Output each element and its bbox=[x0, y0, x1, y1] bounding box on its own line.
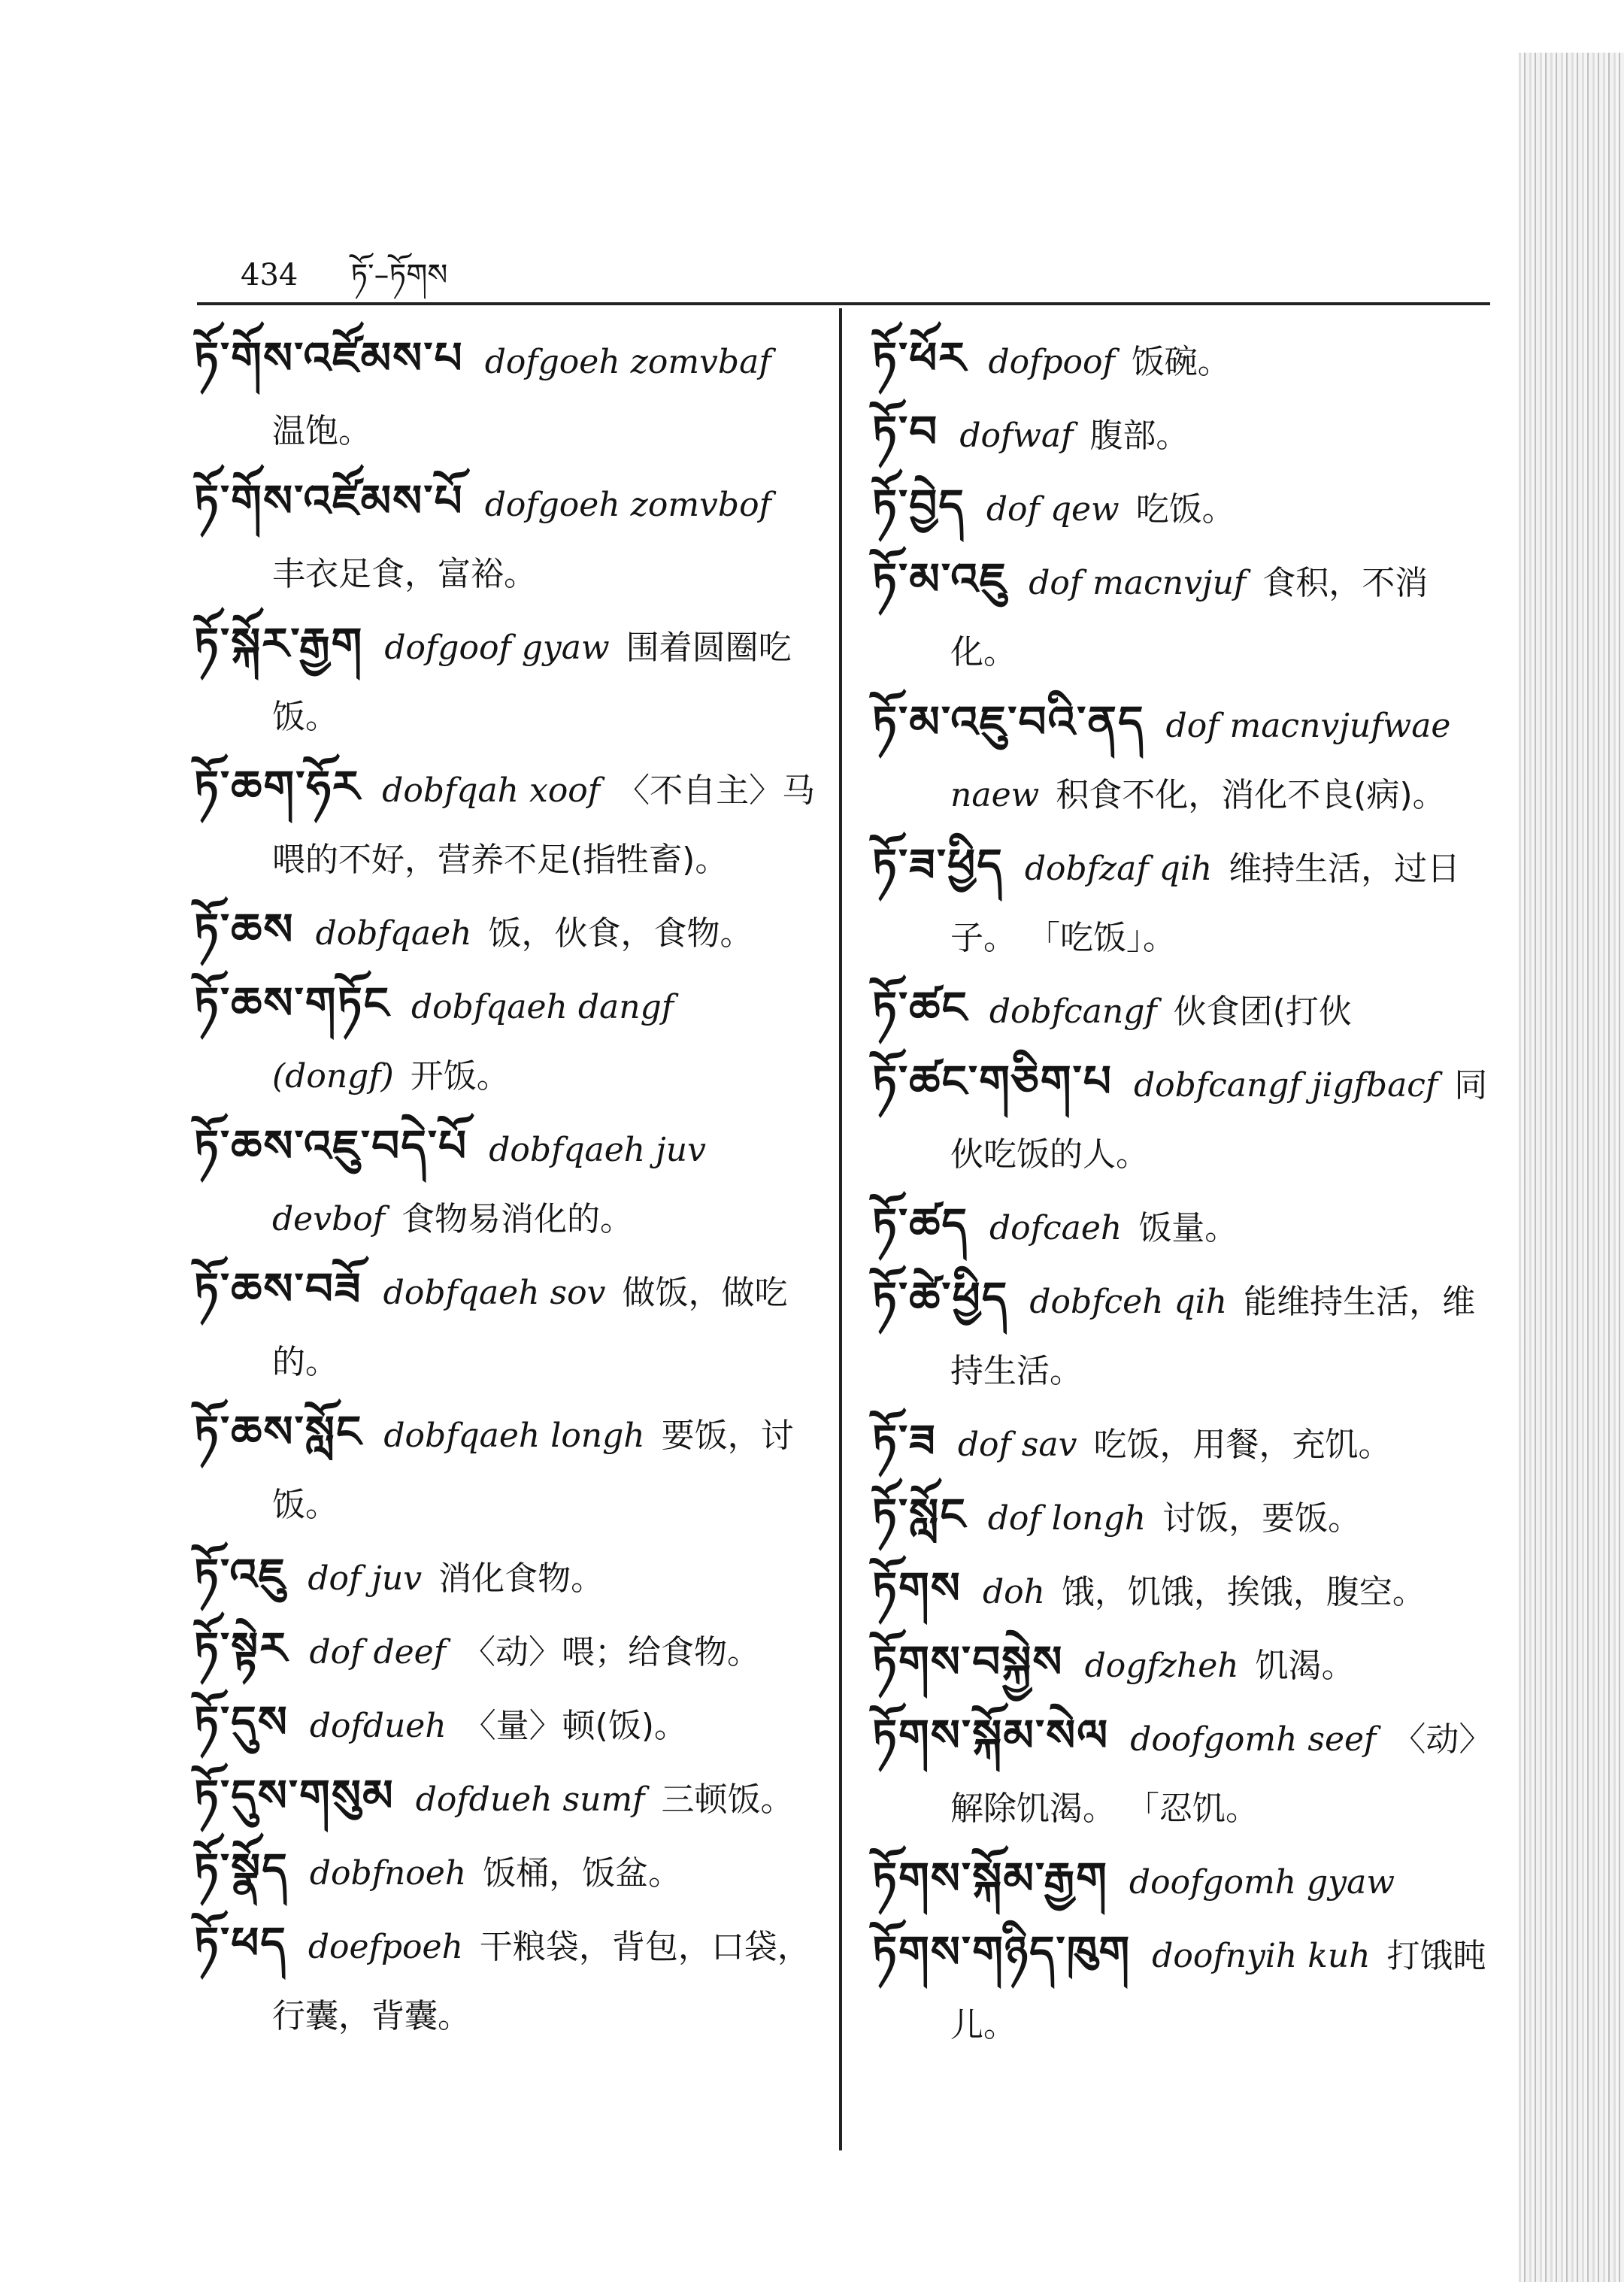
entry-headword: ཏོ་དུས bbox=[194, 1696, 289, 1747]
entry-romanization: dobfqaeh longh bbox=[383, 1417, 645, 1455]
entry-romanization: dobfzaf qih bbox=[1024, 850, 1213, 888]
entry-definition: 干粮袋，背包，口袋，行囊，背囊。 bbox=[272, 1928, 810, 2035]
entry-headword: ཏོ་སྟེར bbox=[194, 1623, 289, 1674]
entry-headword: ཏོགས་སྐོམ་སེལ bbox=[872, 1710, 1110, 1761]
entry-headword: ཏོ་འཇུ bbox=[194, 1549, 287, 1600]
entry-romanization: dogfzheh bbox=[1084, 1647, 1239, 1685]
entry-headword: ཏོ་བ bbox=[872, 406, 939, 457]
dictionary-entry bbox=[194, 1397, 818, 1540]
dictionary-entry bbox=[194, 1540, 818, 1614]
entry-headword: ཏོ་བྱེད bbox=[872, 480, 965, 531]
entry-romanization: dobfceh qih bbox=[1029, 1283, 1228, 1321]
entry-definition: 腹部。 bbox=[1089, 417, 1189, 455]
entry-definition: 积食不化，消化不良(病)。 bbox=[1056, 776, 1446, 814]
entry-headword: ཏོ་སྐོར་རྒྱག bbox=[194, 618, 364, 669]
entry-headword: ཏོ་ཚད bbox=[872, 1199, 969, 1250]
dictionary-entry bbox=[872, 687, 1489, 830]
entry-headword: ཏོ་ཆས་འཇུ་བདེ་པོ bbox=[194, 1120, 468, 1171]
dictionary-entry bbox=[194, 1835, 818, 1908]
entry-romanization: doefpoeh bbox=[308, 1928, 463, 1966]
entry-definition: 〈量〉顿(饭)。 bbox=[462, 1707, 688, 1745]
entry-definition: 温饱。 bbox=[272, 412, 371, 450]
entry-headword: ཏོགས bbox=[872, 1562, 962, 1614]
scan-edge bbox=[1519, 53, 1624, 2282]
dictionary-entry bbox=[872, 1627, 1489, 1701]
entry-headword: ཏོ་ཆས་གཏོང bbox=[194, 977, 390, 1029]
entry-headword: ཏོགས་གཉིད་ཁུག bbox=[872, 1926, 1132, 1977]
entry-romanization: dof juv bbox=[308, 1559, 423, 1598]
entry-definition: 丰衣足食，富裕。 bbox=[272, 555, 537, 593]
entry-romanization: dofdueh bbox=[309, 1707, 447, 1745]
header-rule bbox=[197, 302, 1490, 305]
entry-definition: 饭碗。 bbox=[1131, 343, 1231, 381]
entry-definition: 开饭。 bbox=[410, 1057, 510, 1096]
entry-definition: 消化食物。 bbox=[438, 1559, 604, 1598]
entry-headword: ཏོ་སྣོད bbox=[194, 1844, 289, 1895]
entry-definition: 讨饭，要饭。 bbox=[1162, 1499, 1362, 1538]
entry-headword: ཏོ་སློང bbox=[872, 1489, 967, 1540]
left-column bbox=[194, 323, 818, 2051]
entry-headword: ཏོ་ཟ bbox=[872, 1415, 937, 1466]
dictionary-entry bbox=[872, 1480, 1489, 1553]
page-number: 434 bbox=[241, 258, 298, 292]
entry-romanization: dof deef bbox=[309, 1633, 446, 1671]
entry-headword: ཏོ་གོས་འཛོམས་པ bbox=[194, 332, 464, 383]
entry-headword: ཏོ་གོས་འཛོམས་པོ bbox=[194, 475, 464, 526]
dictionary-entry bbox=[194, 752, 818, 895]
dictionary-entry bbox=[872, 397, 1489, 471]
dictionary-entry bbox=[872, 1189, 1489, 1263]
entry-headword: ཏོགས་བསྐྱེས bbox=[872, 1636, 1064, 1687]
dictionary-entry bbox=[194, 466, 818, 609]
entry-definition: 围着圆圈吃饭。 bbox=[272, 629, 792, 736]
entry-romanization: dofcaeh bbox=[989, 1209, 1123, 1247]
dictionary-entry bbox=[872, 1263, 1489, 1406]
entry-headword: ཏོ་མ་འཇུ་བའི་ནད bbox=[872, 696, 1145, 747]
entry-romanization: doofnyih kuh bbox=[1152, 1937, 1371, 1975]
entry-definition: 饥渴。 bbox=[1255, 1647, 1355, 1685]
entry-romanization: dofgoof gyaw bbox=[384, 629, 610, 667]
entry-romanization: dobfqah xoof bbox=[382, 771, 601, 810]
entry-headword: ཏོ་ཚེ་ཕྱིད bbox=[872, 1272, 1009, 1323]
dictionary-entry bbox=[872, 1917, 1489, 2060]
entry-romanization: dof sav bbox=[957, 1426, 1077, 1464]
entry-definition: 吃饭，用餐，充饥。 bbox=[1093, 1426, 1392, 1464]
entry-romanization: doofgomh seef bbox=[1130, 1720, 1377, 1759]
dictionary-entry bbox=[194, 1687, 818, 1761]
entry-headword: ཏོ་ཆས་སློང bbox=[194, 1406, 363, 1457]
dictionary-entry bbox=[194, 1614, 818, 1687]
entry-headword: ཏོ་ཚང་གཅིག་པ bbox=[872, 1056, 1113, 1107]
dictionary-entry bbox=[872, 1553, 1489, 1627]
entry-definition: 食物易消化的。 bbox=[401, 1200, 634, 1238]
entry-headword: ཏོ་ཆས bbox=[194, 904, 295, 955]
dictionary-entry bbox=[872, 1406, 1489, 1480]
entry-headword: ཏོ་ཚང bbox=[872, 982, 968, 1033]
entry-headword: ཏོ་ཕོར bbox=[872, 332, 968, 383]
dictionary-entry bbox=[194, 968, 818, 1111]
dictionary-entry bbox=[872, 1047, 1489, 1189]
entry-definition: 〈动〉解除饥渴。 「忍饥。 bbox=[950, 1720, 1476, 1828]
entry-definition: 打饿盹儿。 bbox=[950, 1937, 1486, 2044]
entry-definition: 饭桶，饭盆。 bbox=[483, 1854, 682, 1893]
running-head: ཏོ་–ཏོགས bbox=[350, 258, 448, 292]
entry-definition: 〈动〉喂；给食物。 bbox=[462, 1633, 760, 1671]
right-column bbox=[872, 323, 1489, 2060]
entry-romanization: dobfqaeh bbox=[315, 914, 472, 953]
dictionary-entry bbox=[872, 973, 1489, 1047]
entry-definition: 饭量。 bbox=[1138, 1209, 1238, 1247]
entry-romanization: dofgoeh zomvbof bbox=[484, 486, 771, 524]
entry-romanization: dobfqaeh sov bbox=[383, 1274, 606, 1312]
dictionary-entry bbox=[872, 1701, 1489, 1844]
entry-headword: ཏོགས་སྐོམ་རྒྱག bbox=[872, 1853, 1108, 1904]
dictionary-entry bbox=[194, 1254, 818, 1397]
entry-definition: 伙食团(打伙 bbox=[1173, 993, 1352, 1031]
dictionary-entry bbox=[194, 609, 818, 752]
entry-romanization: dof macnvjuf bbox=[1029, 564, 1247, 602]
entry-romanization: dobfcangf bbox=[989, 993, 1157, 1031]
entry-definition: 三顿饭。 bbox=[661, 1780, 794, 1819]
entry-definition: 饭，伙食，食物。 bbox=[488, 914, 753, 953]
entry-romanization: dobfqaeh juv devbof bbox=[272, 1131, 706, 1238]
entry-romanization: dof qew bbox=[986, 490, 1120, 529]
dictionary-entry bbox=[872, 544, 1489, 687]
entry-headword: ཏོ་ཕད bbox=[194, 1917, 287, 1968]
entry-romanization: doofgomh gyaw bbox=[1129, 1863, 1395, 1902]
entry-headword: ཏོ་ཟ་ཕྱིད bbox=[872, 839, 1004, 890]
dictionary-entry bbox=[872, 1844, 1489, 1917]
entry-headword: ཏོ་མ་འཇུ bbox=[872, 553, 1008, 605]
entry-headword: ཏོ་ཆག་ཧོར bbox=[194, 761, 362, 812]
dictionary-entry bbox=[872, 323, 1489, 397]
entry-definition: 同伙吃饭的人。 bbox=[950, 1066, 1488, 1174]
dictionary-entry bbox=[872, 471, 1489, 544]
dictionary-entry bbox=[872, 830, 1489, 973]
entry-headword: ཏོ་དུས་གསུམ bbox=[194, 1770, 395, 1821]
entry-romanization: dof longh bbox=[987, 1499, 1147, 1538]
entry-romanization: dofpoof bbox=[988, 343, 1115, 381]
dictionary-entry bbox=[194, 1908, 818, 2051]
entry-definition: 食积，不消化。 bbox=[950, 564, 1429, 671]
entry-definition: 吃饭。 bbox=[1135, 490, 1235, 529]
entry-headword: ཏོ་ཆས་བཟོ bbox=[194, 1263, 362, 1314]
entry-definition: 能维持生活，维持生活。 bbox=[950, 1283, 1476, 1390]
entry-definition: 做饭，做吃的。 bbox=[272, 1274, 788, 1381]
entry-romanization: dofwaf bbox=[959, 417, 1074, 455]
entry-definition: 〈不自主〉马喂的不好，营养不足(指牲畜)。 bbox=[272, 771, 816, 879]
entry-romanization: dofgoeh zomvbaf bbox=[484, 343, 771, 381]
entry-romanization: dobfcangf jigfbacf bbox=[1133, 1066, 1438, 1105]
entry-romanization: doh bbox=[982, 1573, 1045, 1611]
entry-romanization: dof macnvjufwae naew bbox=[950, 707, 1451, 814]
entry-romanization: dobfqaeh dangf (dongf) bbox=[272, 988, 674, 1096]
page-header bbox=[241, 241, 447, 326]
column-divider bbox=[839, 308, 842, 2150]
entry-definition: 要饭，讨饭。 bbox=[272, 1417, 794, 1524]
dictionary-entry bbox=[194, 323, 818, 466]
dictionary-entry bbox=[194, 895, 818, 968]
dictionary-entry bbox=[194, 1761, 818, 1835]
entry-romanization: dobfnoeh bbox=[309, 1854, 467, 1893]
dictionary-entry bbox=[194, 1111, 818, 1254]
entry-romanization: dofdueh sumf bbox=[415, 1780, 645, 1819]
entry-definition: 维持生活，过日子。 「吃饭」。 bbox=[950, 850, 1461, 957]
entry-definition: 饿，饥饿，挨饿，腹空。 bbox=[1061, 1573, 1426, 1611]
